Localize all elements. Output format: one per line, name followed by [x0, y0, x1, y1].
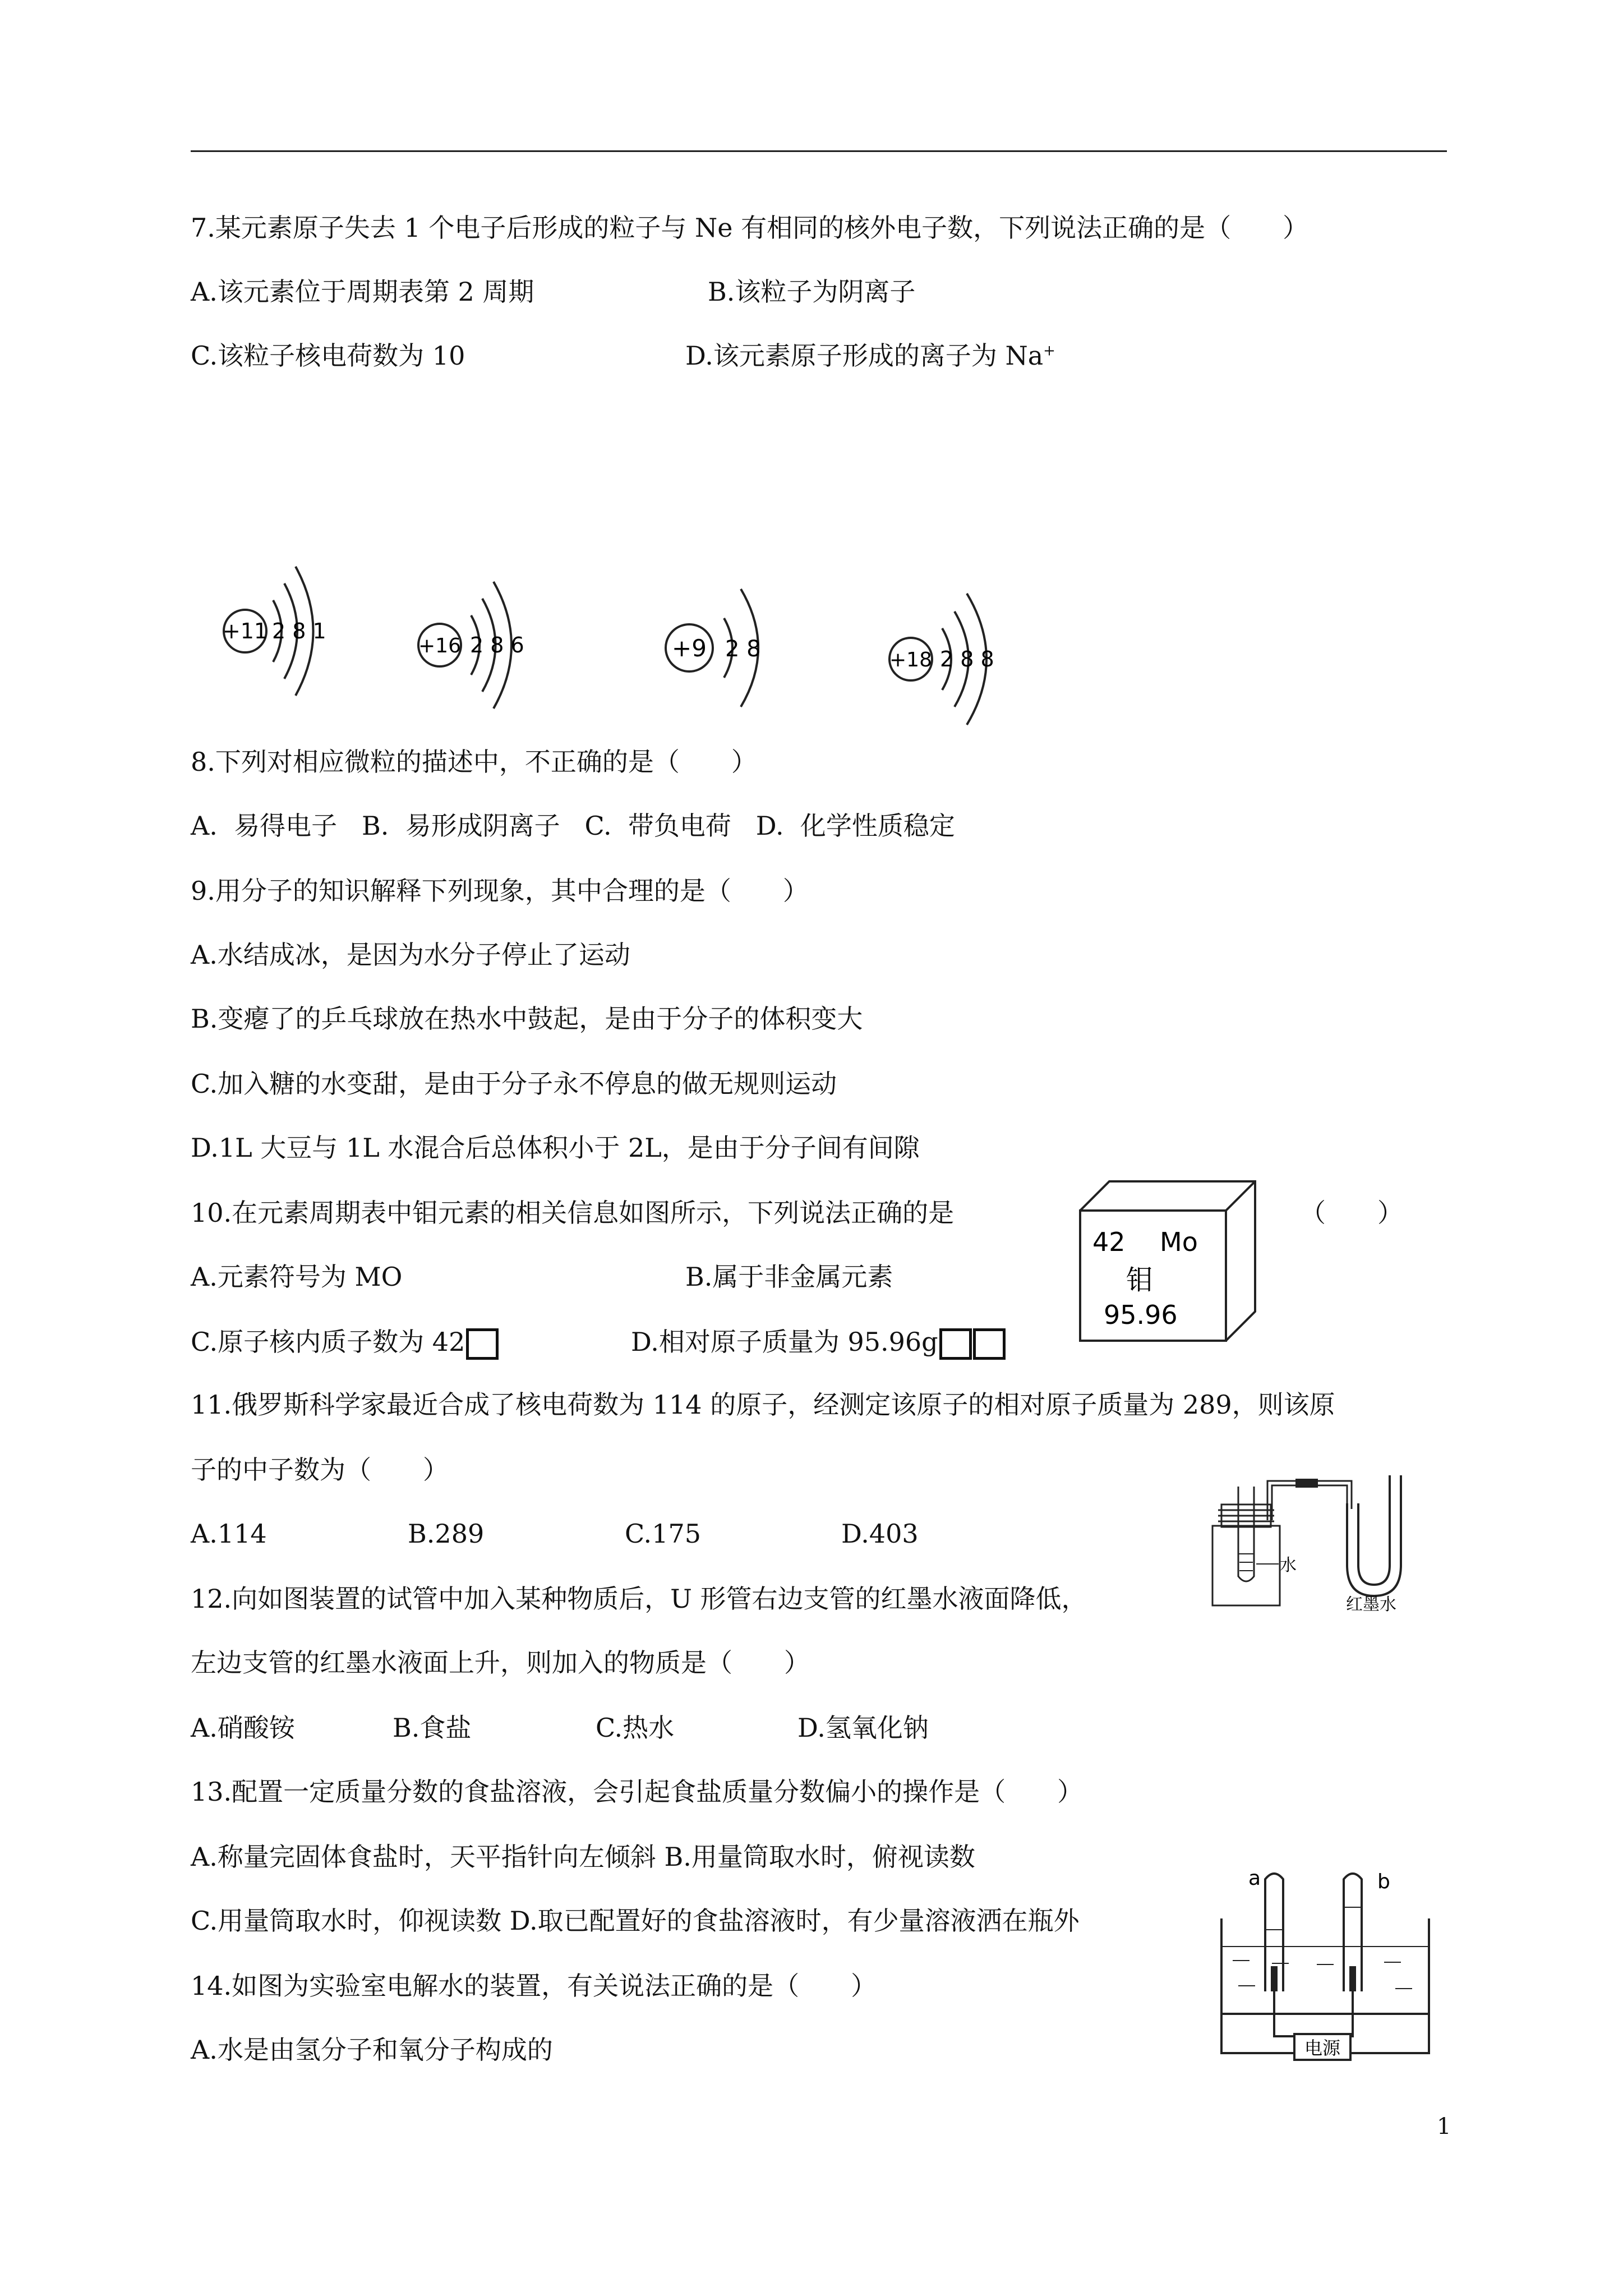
- atom-diagram-3: [663, 578, 787, 707]
- q9-option-a: A.水结成冰，是因为水分子停止了运动: [191, 940, 630, 970]
- electrolysis-apparatus-diagram: [1216, 1868, 1440, 2076]
- q9-option-b: B.变瘪了的乒乓球放在热水中鼓起，是由于分子的体积变大: [191, 1004, 863, 1034]
- atom-4-shells: 2 8 8: [940, 647, 994, 671]
- q11-option-d: D.403: [841, 1519, 919, 1549]
- q11-option-c: C.175: [625, 1519, 701, 1549]
- q13-stem: 13.配置一定质量分数的食盐溶液，会引起食盐质量分数偏小的操作是（ ）: [191, 1777, 1083, 1807]
- q11-option-a: A.114: [191, 1519, 267, 1549]
- label-water: 水: [1280, 1556, 1297, 1575]
- q8-options: A. 易得电子 B. 易形成阴离子 C. 带负电荷 D. 化学性质稳定: [191, 811, 955, 841]
- q10-answer-paren: （ ）: [1300, 1198, 1403, 1228]
- q11-stem-line1: 11.俄罗斯科学家最近合成了核电荷数为 114 的原子，经测定该原子的相对原子质量为 289，则该原: [191, 1389, 1335, 1420]
- atom-3-shells: 2 8: [725, 636, 761, 662]
- atom-2-nucleus: +16: [418, 634, 461, 657]
- element-mass: 95.96: [1104, 1300, 1178, 1330]
- atom-4-nucleus: +18: [889, 648, 932, 671]
- atom-diagram-4: [887, 589, 1027, 718]
- page-number: 1: [1437, 2114, 1451, 2139]
- atom-2-shells: 2 8 6: [470, 633, 524, 657]
- atom-3-nucleus: +9: [672, 634, 707, 662]
- q10-option-a: A.元素符号为 MO: [191, 1262, 403, 1292]
- atom-diagram-2: [416, 575, 540, 704]
- q7-option-a: A.该元素位于周期表第 2 周期: [191, 277, 534, 307]
- q12-option-a: A.硝酸铵: [191, 1713, 295, 1743]
- atom-diagram-1: [222, 561, 334, 690]
- label-tube-b: b: [1377, 1870, 1390, 1893]
- q14-option-a: A.水是由氢分子和氧分子构成的: [191, 2035, 553, 2065]
- q12-option-d: D.氢氧化钠: [797, 1713, 929, 1743]
- element-number: 42: [1092, 1227, 1126, 1257]
- q12-option-b: B.食盐: [393, 1713, 472, 1743]
- q10-option-d-text: D.相对原子质量为 95.96g: [631, 1327, 938, 1357]
- q7-stem: 7.某元素原子失去 1 个电子后形成的粒子与 Ne 有相同的核外电子数，下列说法正确的是（ ）: [191, 213, 1309, 243]
- q13-options-cd: C.用量筒取水时，仰视读数 D.取已配置好的食盐溶液时，有少量溶液洒在瓶外: [191, 1906, 1080, 1936]
- label-tube-a: a: [1248, 1867, 1261, 1890]
- q10-option-d: [631, 1326, 1006, 1360]
- q13-options-ab: A.称量完固体食盐时，天平指针向左倾斜 B.用量筒取水时，俯视读数: [191, 1842, 975, 1872]
- q7-option-b: B.该粒子为阴离子: [708, 277, 916, 307]
- q11-option-b: B.289: [408, 1519, 485, 1549]
- q9-option-c: C.加入糖的水变甜，是由于分子永不停息的做无规则运动: [191, 1069, 837, 1099]
- atom-1-nucleus: +11: [222, 619, 268, 643]
- q7-option-d: [685, 340, 1055, 371]
- q10-option-b: B.属于非金属元素: [685, 1262, 893, 1292]
- answer-box: [939, 1328, 972, 1360]
- q7-option-c: C.该粒子核电荷数为 10: [191, 341, 465, 371]
- q10-option-c-text: C.原子核内质子数为 42: [191, 1327, 465, 1357]
- q8-stem: 8.下列对相应微粒的描述中，不正确的是（ ）: [191, 747, 757, 777]
- element-symbol: Mo: [1160, 1227, 1198, 1257]
- q14-stem: 14.如图为实验室电解水的装置，有关说法正确的是（ ）: [191, 1971, 877, 2001]
- q10-option-c: [191, 1326, 499, 1360]
- q9-option-d: D.1L 大豆与 1L 水混合后总体积小于 2L，是由于分子间有间隙: [191, 1133, 920, 1163]
- atom-1-shells: 2 8 1: [272, 619, 326, 643]
- q9-stem: 9.用分子的知识解释下列现象，其中合理的是（ ）: [191, 876, 809, 906]
- answer-box: [973, 1328, 1006, 1360]
- q12-stem-line2: 左边支管的红墨水液面上升，则加入的物质是（ ）: [191, 1648, 810, 1678]
- label-red-ink: 红墨水: [1346, 1595, 1396, 1614]
- header-rule: [191, 150, 1447, 152]
- q12-stem-line1: 12.向如图装置的试管中加入某种物质后，U 形管右边支管的红墨水液面降低，: [191, 1584, 1087, 1614]
- element-name: 钼: [1126, 1264, 1154, 1296]
- q11-stem-line2: 子的中子数为（ ）: [191, 1455, 449, 1485]
- q7-option-d-charge: +: [1043, 342, 1055, 360]
- element-cell-molybdenum: [1076, 1177, 1266, 1345]
- q10-stem: 10.在元素周期表中钼元素的相关信息如图所示，下列说法正确的是: [191, 1198, 955, 1228]
- label-power-source: 电源: [1304, 2037, 1341, 2059]
- u-tube-apparatus-diagram: [1206, 1470, 1436, 1614]
- answer-box: [466, 1328, 499, 1360]
- q12-option-c: C.热水: [596, 1713, 675, 1743]
- q7-option-d-text: D.该元素原子形成的离子为 Na: [685, 341, 1044, 371]
